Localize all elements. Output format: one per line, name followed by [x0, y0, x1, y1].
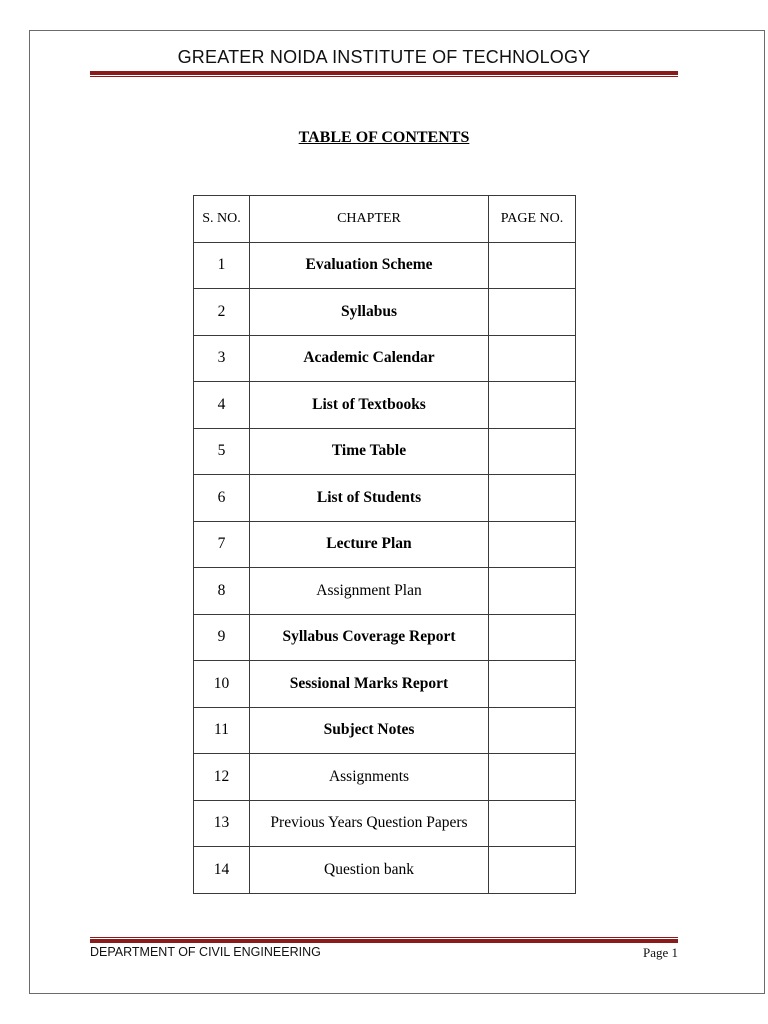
row-sno: 13 [194, 800, 250, 847]
table-row [194, 289, 576, 336]
row-chapter: Assignments [250, 754, 489, 801]
footer-rule-thin [90, 937, 678, 938]
column-header-sno: S. NO. [194, 196, 250, 243]
row-sno: 8 [194, 568, 250, 615]
header-rule-thin [90, 76, 678, 77]
column-header-page: PAGE NO. [489, 196, 576, 243]
row-sno: 12 [194, 754, 250, 801]
institute-name: GREATER NOIDA INSTITUTE OF TECHNOLOGY [177, 47, 591, 67]
row-sno: 7 [194, 521, 250, 568]
row-page-no [489, 475, 576, 522]
table-row [194, 475, 576, 522]
row-sno: 4 [194, 382, 250, 429]
row-chapter: List of Students [250, 475, 489, 522]
table-header-row [194, 196, 576, 243]
row-page-no [489, 568, 576, 615]
row-chapter: Time Table [250, 428, 489, 475]
table-row [194, 568, 576, 615]
column-header-chapter: CHAPTER [250, 196, 489, 243]
table-row [194, 428, 576, 475]
row-sno: 11 [194, 707, 250, 754]
row-page-no [489, 335, 576, 382]
table-row [194, 521, 576, 568]
row-chapter: Syllabus Coverage Report [250, 614, 489, 661]
table-row [194, 242, 576, 289]
table-row [194, 335, 576, 382]
header-rule-thick [90, 71, 678, 75]
row-sno: 6 [194, 475, 250, 522]
row-chapter: Lecture Plan [250, 521, 489, 568]
table-row [194, 661, 576, 708]
row-page-no [489, 614, 576, 661]
table-row [194, 847, 576, 894]
row-page-no [489, 800, 576, 847]
footer-page-number: Page 1 [642, 945, 678, 960]
row-page-no [489, 661, 576, 708]
row-chapter: Assignment Plan [250, 568, 489, 615]
row-page-no [489, 754, 576, 801]
row-page-no [489, 707, 576, 754]
row-sno: 3 [194, 335, 250, 382]
row-page-no [489, 382, 576, 429]
row-chapter: List of Textbooks [250, 382, 489, 429]
row-chapter: Evaluation Scheme [250, 242, 489, 289]
row-sno: 9 [194, 614, 250, 661]
row-page-no [489, 847, 576, 894]
row-chapter: Sessional Marks Report [250, 661, 489, 708]
table-row [194, 800, 576, 847]
contents-table [193, 195, 576, 894]
row-sno: 14 [194, 847, 250, 894]
row-page-no [489, 428, 576, 475]
row-sno: 2 [194, 289, 250, 336]
page-title: TABLE OF CONTENTS [298, 129, 470, 146]
row-page-no [489, 242, 576, 289]
table-row [194, 382, 576, 429]
table-row [194, 754, 576, 801]
row-chapter: Subject Notes [250, 707, 489, 754]
row-page-no [489, 521, 576, 568]
row-chapter: Syllabus [250, 289, 489, 336]
row-chapter: Question bank [250, 847, 489, 894]
row-chapter: Academic Calendar [250, 335, 489, 382]
row-chapter: Previous Years Question Papers [250, 800, 489, 847]
row-sno: 5 [194, 428, 250, 475]
footer-department: DEPARTMENT OF CIVIL ENGINEERING [90, 945, 321, 959]
row-page-no [489, 289, 576, 336]
footer-rule-thick [90, 939, 678, 943]
table-row [194, 707, 576, 754]
row-sno: 1 [194, 242, 250, 289]
table-row [194, 614, 576, 661]
row-sno: 10 [194, 661, 250, 708]
